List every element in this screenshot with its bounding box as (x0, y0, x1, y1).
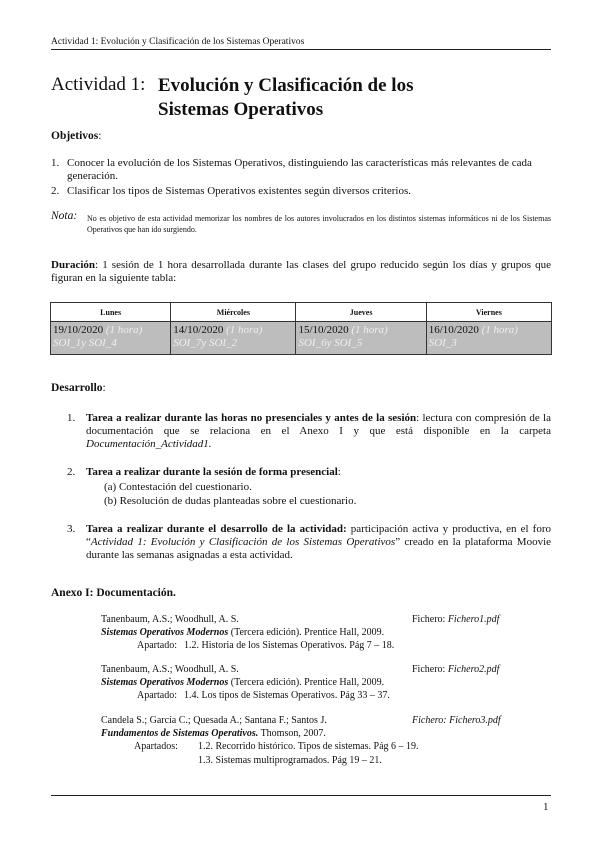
schedule-table (50, 302, 552, 355)
note-text: No es objetivo de esta actividad memorizar los nombres de los autores involucrados en los distintos sistemas informáticos ni de los Sistemas Operativos que han ido surgiendo. (87, 214, 551, 234)
reference-section: 1.2. Recorrido histórico. Tipos de sistemas. Pág 6 – 19. (198, 741, 419, 752)
task-2-subitem: (b) Resolución de dudas planteadas sobre el cuestionario. (104, 495, 357, 507)
development-heading: Desarrollo: (51, 382, 106, 394)
reference-section-label: Apartado: (137, 640, 177, 651)
reference-section: 1.2. Historia de los Sistemas Operativos. Pág 7 – 18. (184, 640, 395, 651)
page-number: 1 (543, 801, 549, 813)
running-header: Actividad 1: Evolución y Clasificación de los Sistemas Operativos (51, 37, 305, 47)
footer-rule (51, 795, 551, 796)
reference-book: Sistemas Operativos Modernos (Tercera edición). Prentice Hall, 2009. (101, 677, 385, 688)
task-2: Tarea a realizar durante la sesión de forma presencial: (86, 466, 341, 478)
reference-authors: Tanenbaum, A.S.; Woodhull, A. S. (101, 614, 239, 625)
objective-item: Conocer la evolución de los Sistemas Operativos, distinguiendo las características más relevantes de cada generación. (67, 157, 532, 182)
schedule-header-row (51, 303, 552, 322)
column-header: Viernes (426, 303, 551, 322)
objective-item: Clasificar los tipos de Sistemas Operativos existentes según diversos criterios. (67, 185, 411, 197)
task-3: Tarea a realizar durante el desarrollo de la actividad: participación activa y productiva, en el foro “Actividad 1: Evolución y Clasificación de los Sistemas Operativos” creado en la plataforma Moovie durante las semanas asignadas a esta actividad. (86, 523, 552, 561)
reference-section-label: Apartado: (137, 690, 177, 701)
column-header: Jueves (296, 303, 426, 322)
column-header: Lunes (51, 303, 171, 322)
schedule-cell: 19/10/2020 (1 hora) SOI_1y SOI_4 (51, 322, 171, 355)
task-1: Tarea a realizar durante las horas no presenciales y antes de la sesión: lectura con compresión de la documentación que se relaciona en el Anexo I y que está disponible en la carpeta Documentación_Actividad1. (86, 412, 551, 450)
task-number: 2. (67, 466, 76, 478)
task-2-subitem: (a) Contestación del cuestionario. (104, 481, 252, 493)
task-number: 1. (67, 412, 76, 424)
task-number: 3. (67, 523, 76, 535)
column-header: Miércoles (171, 303, 296, 322)
schedule-cell: 16/10/2020 (1 hora) SOI_3 (426, 322, 551, 355)
reference-book: Fundamentos de Sistemas Operativos. Thomson, 2007. (101, 728, 326, 739)
title-line-1: Evolución y Clasificación de los (158, 75, 414, 96)
objectives-heading: Objetivos: (51, 130, 102, 142)
note-label: Nota: (51, 210, 78, 222)
header-rule (51, 49, 551, 50)
annex-heading: Anexo I: Documentación. (51, 587, 176, 599)
objective-number: 1. (51, 157, 60, 169)
duration-label: Duración (51, 259, 95, 271)
duration-text: 1 sesión de 1 hora desarrollada durante las clases del grupo reducido según los días y grupos que figuran en la siguiente tabla: (51, 259, 551, 284)
reference-file: Fichero: Fichero1.pdf (412, 614, 500, 625)
reference-book: Sistemas Operativos Modernos (Tercera edición). Prentice Hall, 2009. (101, 627, 385, 638)
reference-authors: Tanenbaum, A.S.; Woodhull, A. S. (101, 664, 239, 675)
schedule-cell: 15/10/2020 (1 hora) SOI_6y SOI_5 (296, 322, 426, 355)
reference-authors: Candela S.; García C.; Quesada A.; Santana F.; Santos J. (101, 715, 327, 726)
reference-section: 1.3. Sistemas multiprogramados. Pág 19 – 21. (198, 755, 382, 766)
duration-paragraph: Duración: 1 sesión de 1 hora desarrollada durante las clases del grupo reducido según los días y grupos que figuran en la siguiente tabla: (51, 259, 551, 284)
reference-section: 1.4. Los tipos de Sistemas Operativos. Pág 33 – 37. (184, 690, 390, 701)
reference-section-label: Apartados: (134, 741, 178, 752)
title-line-2: Sistemas Operativos (158, 99, 324, 120)
reference-file: Fichero: Fichero3.pdf (412, 715, 501, 726)
reference-file: Fichero: Fichero2.pdf (412, 664, 500, 675)
title-prefix: Actividad 1: (51, 74, 146, 95)
objective-number: 2. (51, 185, 60, 197)
schedule-row (51, 322, 552, 355)
schedule-cell: 14/10/2020 (1 hora) SOI_7y SOI_2 (171, 322, 296, 355)
page-title (158, 74, 413, 122)
